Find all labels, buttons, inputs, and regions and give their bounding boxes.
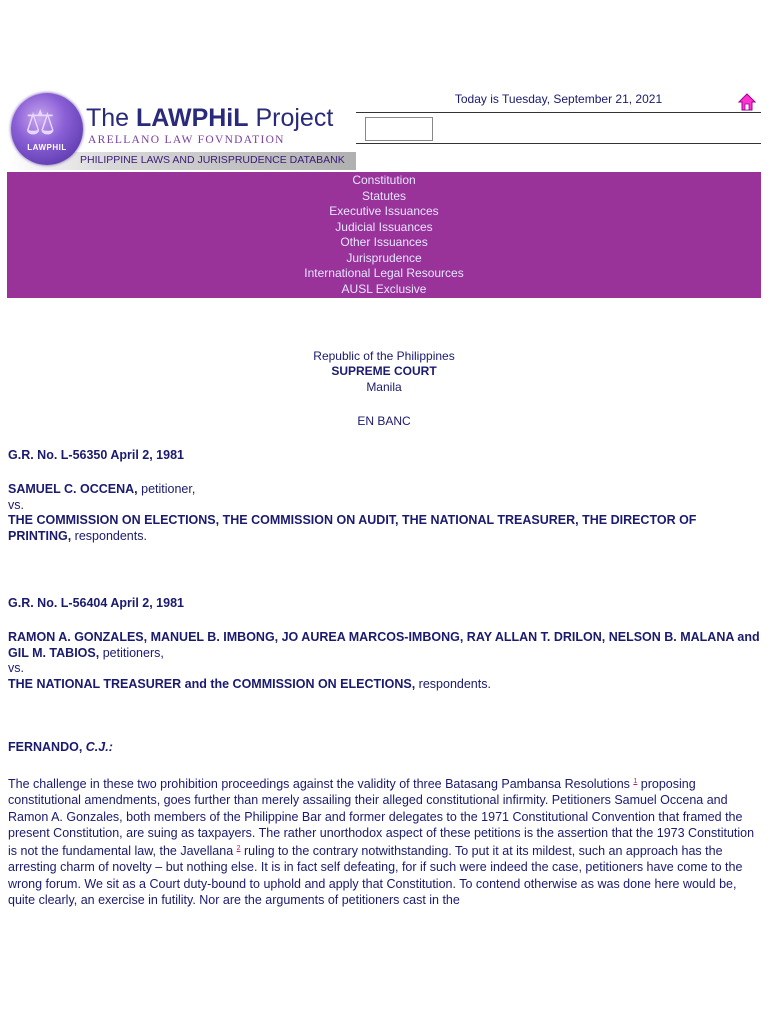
case2-petitioners: RAMON A. GONZALES, MANUEL B. IMBONG, JO AUREA MARCOS-IMBONG, RAY ALLAN T. DRILON, NELSON B. MALANA and GIL M. TABIOS,: [8, 630, 760, 660]
nav-international-legal-resources[interactable]: International Legal Resources: [304, 266, 464, 280]
case2-vs: vs.: [8, 661, 24, 675]
logo-title: [86, 104, 333, 133]
court-city: Manila: [366, 380, 402, 394]
ponente: [8, 740, 760, 754]
republic-caption: Republic of the Philippines: [313, 349, 455, 363]
logo-title-suffix: Project: [248, 104, 334, 132]
nav-judicial-issuances[interactable]: Judicial Issuances: [335, 219, 433, 234]
case1-gr-number: G.R. No. L-56350 April 2, 1981: [8, 448, 184, 462]
logo-bar-text: PHILIPPINE LAWS AND JURISPRUDENCE DATABANK: [80, 154, 345, 166]
case1-petitioner-role: petitioner,: [137, 482, 196, 496]
case2-parties: [8, 630, 760, 692]
main-navigation: [7, 172, 761, 298]
paragraph-text-part3: ruling to the contrary notwithstanding. To put it at its mildest, such an approach has the arresting charm of novelty – but nothing else. It is in fact self defeating, for if such were indeed the case, petitioners have come to the wrong forum. We sit as a Court duty-bound to uphold and apply that Constitution. To contend otherwise as was done here would be, quite clearly, an exercise in futility. Nor are the arguments of petitioners cast in the: [8, 844, 743, 907]
case1-respondents-role: respondents.: [71, 528, 147, 543]
case2-gr-number: G.R. No. L-56404 April 2, 1981: [8, 596, 184, 610]
paragraph-text-part2: proposing constitutional amendments, goes further than merely assailing their alleged constitutional infirmity. Petitioners Samuel Occena and Ramon A. Gonzales, both members of the Philippine Bar and former delegates to the 1971 Constitutional Convention that framed the present Constitution, are suing as taxpayers. The rather unorthodox aspect of these petitions is the assertion that the 1973 Constitution is not the fundamental law, the Javellana: [8, 777, 755, 859]
case1-respondents: THE COMMISSION ON ELECTIONS, THE COMMISSION ON AUDIT, THE NATIONAL TREASURER, THE DIRECTOR OF PRINTING,: [8, 513, 697, 543]
case2-respondents-role: respondents.: [415, 676, 491, 691]
search-input[interactable]: [365, 117, 433, 141]
footnote-link-1[interactable]: 1: [633, 778, 638, 785]
court-name: SUPREME COURT: [331, 364, 437, 378]
footnote-link-2[interactable]: 2: [236, 844, 241, 852]
current-date: Today is Tuesday, September 21, 2021: [454, 92, 663, 106]
logo-small-text: LAWPHIL: [27, 143, 67, 152]
ponente-name: FERNANDO,: [8, 740, 86, 754]
nav-jurisprudence[interactable]: Jurisprudence: [346, 250, 422, 265]
case1-parties: [8, 482, 760, 544]
nav-executive-issuances[interactable]: Executive Issuances: [329, 204, 439, 218]
header-divider-top: [356, 112, 761, 113]
court-division: EN BANC: [357, 414, 411, 428]
decision-paragraph: [8, 774, 760, 908]
ponente-title: C.J.:: [85, 740, 113, 754]
case1-petitioner: SAMUEL C. OCCENA,: [8, 482, 138, 496]
nav-constitution[interactable]: Constitution: [352, 173, 416, 187]
nav-statutes[interactable]: Statutes: [361, 188, 407, 203]
case2-petitioners-role: petitioners,: [99, 645, 164, 660]
case1-vs: vs.: [8, 497, 24, 512]
site-header: [8, 90, 761, 172]
case2-respondents: THE NATIONAL TREASURER and the COMMISSION ON ELECTIONS,: [8, 676, 416, 691]
paragraph-text-part1: The challenge in these two prohibition proceedings against the validity of three Batasang Pambansa Resolutions: [8, 777, 634, 792]
scales-of-justice-icon: [11, 93, 83, 165]
logo-title-brand: LAWPHiL: [136, 104, 249, 132]
logo-subtitle: ARELLANO LAW FOVNDATION: [88, 134, 285, 146]
header-divider-bottom: [356, 143, 761, 144]
lawphil-logo[interactable]: [8, 90, 356, 172]
home-icon[interactable]: [738, 93, 756, 111]
nav-other-issuances[interactable]: Other Issuances: [340, 235, 428, 249]
scale-glyph: ⚖: [25, 103, 56, 143]
nav-ausl-exclusive[interactable]: AUSL Exclusive: [341, 281, 427, 296]
logo-title-prefix: The: [86, 104, 137, 132]
